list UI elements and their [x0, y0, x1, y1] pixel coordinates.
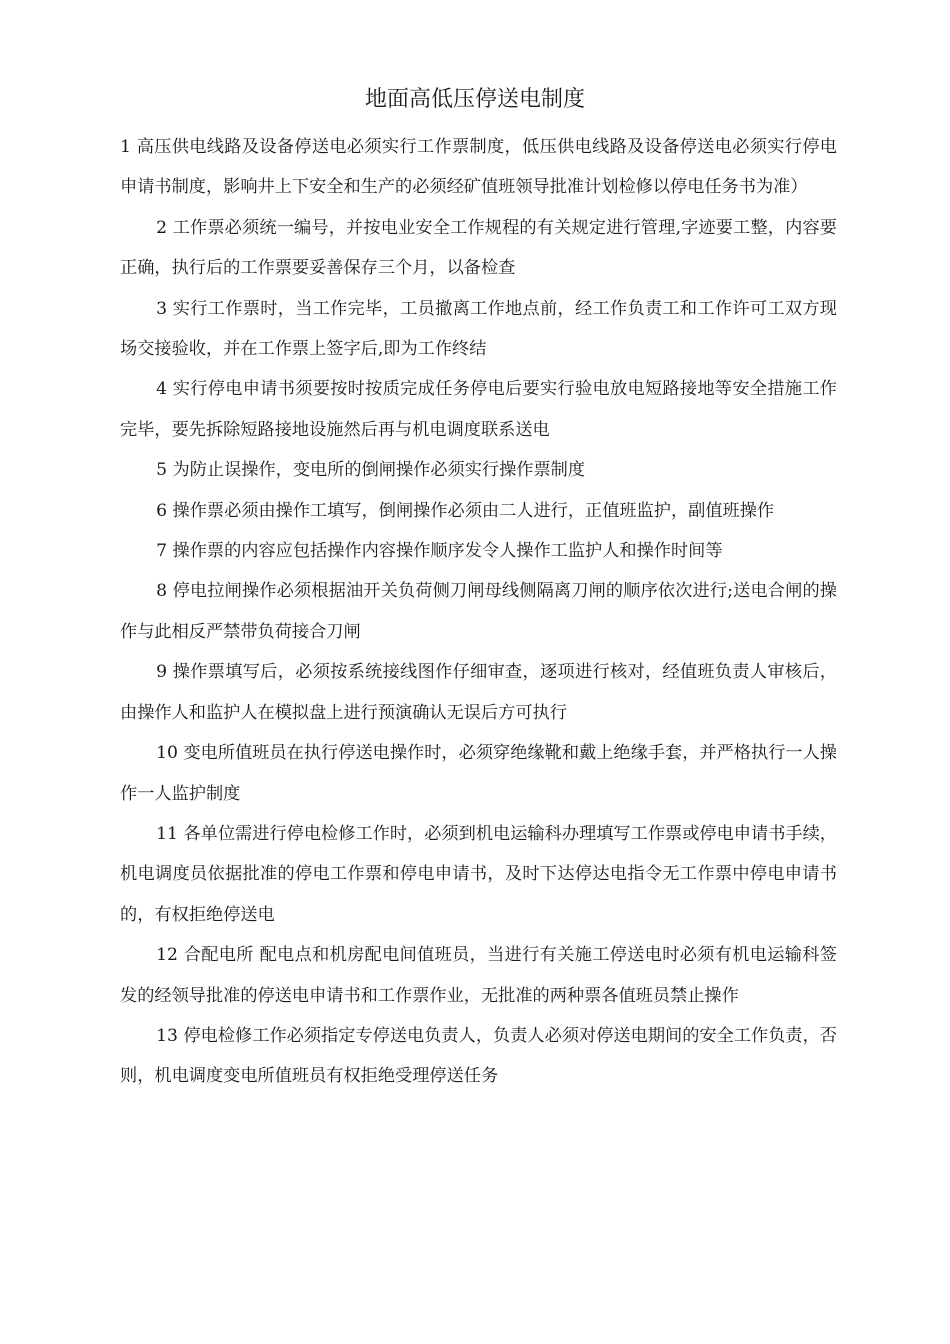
document-title: 地面高低压停送电制度 [364, 87, 585, 112]
clause-10: 10 变电所值班员在执行停送电操作时，必须穿绝缘靴和戴上绝缘手套，并严格执行一人操作一人监护制度 [120, 743, 837, 804]
clause-4: 4 实行停电申请书须要按时按质完成任务停电后要实行验电放电短路接地等安全措施工作完毕，要先拆除短路接地设施然后再与机电调度联系送电 [120, 379, 837, 440]
clause-12: 12 合配电所 配电点和机房配电间值班员，当进行有关施工停送电时必须有机电运输科签发的经领导批准的停送电申请书和工作票作业，无批准的两种票各值班员禁止操作 [120, 945, 837, 1006]
clause-2: 2 工作票必须统一编号，并按电业安全工作规程的有关规定进行管理,字迹要工整，内容要正确，执行后的工作票要妥善保存三个月，以备检查 [120, 217, 837, 279]
clause-5: 5 为防止误操作，变电所的倒闸操作必须实行操作票制度 [156, 460, 586, 481]
clause-11: 11 各单位需进行停电检修工作时，必须到机电运输科办理填写工作票或停电申请书手续，机电调度员依据批准的停电工作票和停电申请书，及时下达停达电指令无工作票中停电申请书的，有权拒绝停送电 [120, 823, 837, 925]
clause-1: 1 高压供电线路及设备停送电必须实行工作票制度，低压供电线路及设备停送电必须实行停电申请书制度，影响井上下安全和生产的必须经矿值班领导批准计划检修以停电任务书为准） [120, 137, 837, 198]
clause-7: 7 操作票的内容应包括操作内容操作顺序发令人操作工监护人和操作时间等 [156, 541, 723, 562]
clause-13: 13 停电检修工作必须指定专停送电负责人，负责人必须对停送电期间的安全工作负责，否则，机电调度变电所值班员有权拒绝受理停送任务 [120, 1025, 837, 1087]
document-body [120, 127, 837, 1097]
clause-6: 6 操作票必须由操作工填写，倒闸操作必须由二人进行，正值班监护，副值班操作 [156, 500, 775, 521]
clause-3: 3 实行工作票时，当工作完毕，工员撤离工作地点前，经工作负责工和工作许可工双方现场交接验收，并在工作票上签字后,即为工作终结 [120, 298, 837, 360]
clause-8: 8 停电拉闸操作必须根据油开关负荷侧刀闸母线侧隔离刀闸的顺序依次进行;送电合闸的操作与此相反严禁带负荷接合刀闸 [120, 581, 837, 642]
clause-9: 9 操作票填写后，必须按系统接线图作仔细审查，逐项进行核对，经值班负责人审核后，由操作人和监护人在模拟盘上进行预演确认无误后方可执行 [120, 662, 837, 723]
